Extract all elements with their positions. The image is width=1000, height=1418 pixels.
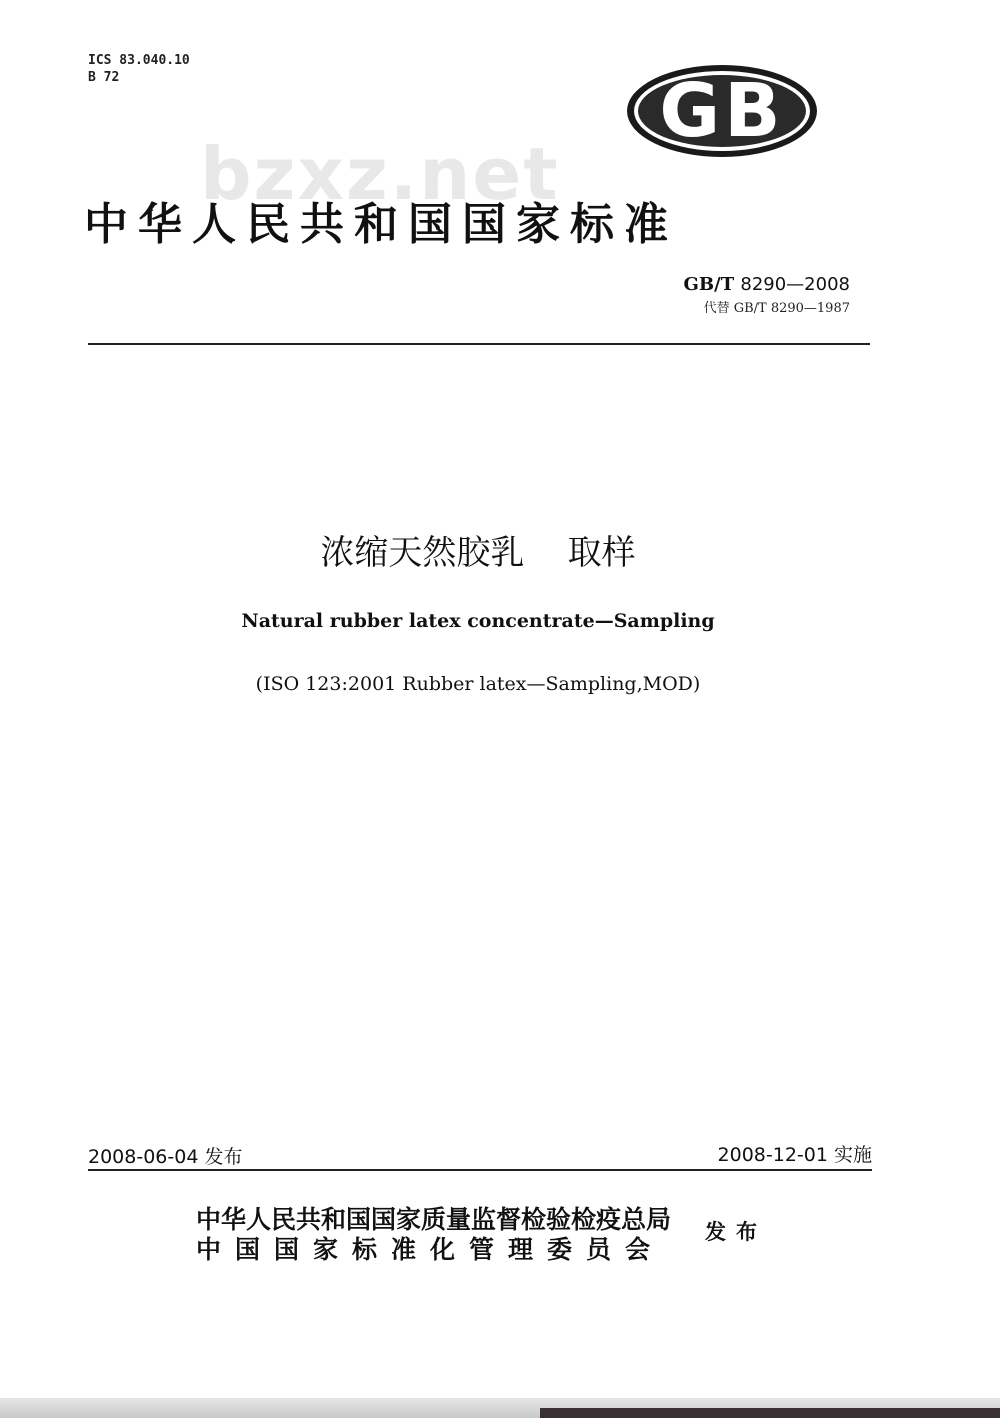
replaces-standard: 代替 GB/T 8290—1987 bbox=[703, 301, 850, 316]
implementation-date: 2008-12-01 实施 bbox=[717, 1144, 872, 1166]
national-standard-title: 中华人民共和国国家标准 bbox=[84, 199, 678, 250]
standard-number bbox=[660, 274, 850, 295]
issuer-sac: 中国国家标准化管理委员会 bbox=[196, 1235, 665, 1264]
standard-prefix: GB/T bbox=[683, 274, 735, 295]
top-divider bbox=[88, 343, 870, 345]
gb-logo-graphic bbox=[624, 62, 820, 160]
ics-code: ICS 83.040.10 bbox=[88, 53, 190, 68]
title-english: Natural rubber latex concentrate—Sampling bbox=[241, 610, 715, 632]
issuer-aqsiq: 中华人民共和国国家质量监督检验检疫总局 bbox=[196, 1205, 672, 1234]
iso-reference: (ISO 123:2001 Rubber latex—Sampling,MOD) bbox=[255, 673, 701, 695]
classification-codes bbox=[88, 52, 190, 86]
standard-code: 8290—2008 bbox=[740, 274, 850, 295]
gb-logo bbox=[624, 62, 820, 160]
ccs-code: B 72 bbox=[88, 70, 120, 85]
publish-label: 发布 bbox=[705, 1219, 767, 1244]
issue-date: 2008-06-04 发布 bbox=[88, 1146, 243, 1168]
title-chinese: 浓缩天然胶乳 取样 bbox=[320, 533, 636, 573]
gb-logo-text: GB bbox=[659, 68, 785, 154]
watermark: bzxz.net bbox=[200, 132, 560, 216]
page-bottom-shadow bbox=[540, 1408, 1000, 1418]
bottom-divider bbox=[88, 1169, 872, 1171]
standard-number-block bbox=[660, 274, 850, 316]
